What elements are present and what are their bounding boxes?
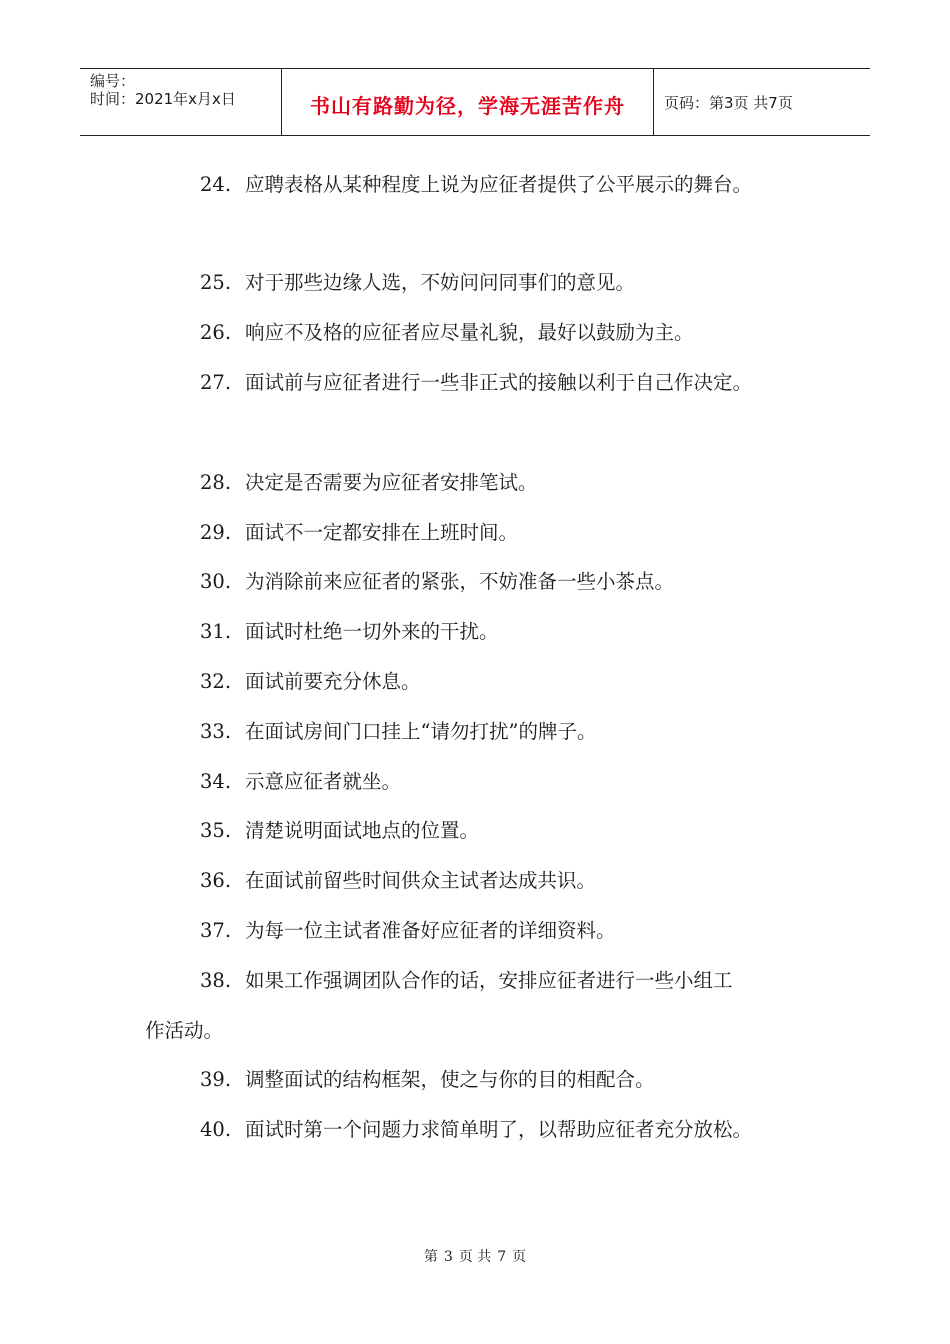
item-text: 面试时第一个问题力求简单明了，以帮助应征者充分放松。 (245, 1118, 753, 1141)
header-motto-cell (282, 69, 654, 135)
item-number: 38. (200, 969, 232, 992)
footer-page-mid: 页 共 (458, 1249, 492, 1265)
list-item (145, 757, 825, 807)
item-number: 40. (200, 1118, 232, 1141)
header-motto: 书山有路勤为径，学海无涯苦作舟 (310, 93, 625, 118)
page-footer (0, 1246, 950, 1266)
header-page-cell (654, 69, 870, 135)
item-number: 33. (200, 720, 232, 743)
header-meta-cell (80, 69, 282, 135)
item-number: 36. (200, 869, 232, 892)
item-text: 调整面试的结构框架，使之与你的目的相配合。 (245, 1068, 655, 1091)
item-number: 30. (200, 570, 232, 593)
list-item (145, 557, 825, 607)
document-number-label: 编号： (90, 72, 136, 90)
list-item (145, 707, 825, 757)
item-text: 对于那些边缘人选，不妨问问同事们的意见。 (245, 271, 636, 294)
list-item (145, 607, 825, 657)
item-number: 31. (200, 620, 232, 643)
list-item (145, 1055, 825, 1105)
item-number: 32. (200, 670, 232, 693)
item-number: 26. (200, 321, 232, 344)
item-text: 清楚说明面试地点的位置。 (245, 819, 480, 842)
item-number: 27. (200, 371, 232, 394)
list-item (145, 657, 825, 707)
footer-page-number: 3 (443, 1249, 453, 1265)
item-number: 24. (200, 173, 232, 196)
item-text: 为消除前来应征者的紧张，不妨准备一些小茶点。 (245, 570, 675, 593)
item-number: 34. (200, 770, 232, 793)
list-item (145, 956, 825, 1006)
footer-page-prefix: 第 (423, 1249, 438, 1265)
item-number: 37. (200, 919, 232, 942)
item-text: 在面试前留些时间供众主试者达成共识。 (245, 869, 597, 892)
item-text: 响应不及格的应征者应尽量礼貌，最好以鼓励为主。 (245, 321, 694, 344)
item-number: 39. (200, 1068, 232, 1091)
item-text: 为每一位主试者准备好应征者的详细资料。 (245, 919, 616, 942)
item-text: 如果工作强调团队合作的话，安排应征者进行一些小组工 (245, 969, 733, 992)
header-page-info: 页码：第3页 共7页 (664, 93, 793, 112)
item-number: 28. (200, 471, 232, 494)
footer-total-pages: 7 (497, 1249, 507, 1265)
list-item-continuation (145, 1006, 825, 1056)
list-item (145, 856, 825, 906)
header-table (80, 68, 870, 136)
list-item (145, 160, 825, 210)
item-text: 面试前与应征者进行一些非正式的接触以利于自己作决定。 (245, 371, 753, 394)
list-item (145, 508, 825, 558)
footer-page-suffix: 页 (512, 1249, 527, 1265)
list-item (145, 1105, 825, 1155)
item-text: 决定是否需要为应征者安排笔试。 (245, 471, 538, 494)
list-item (145, 906, 825, 956)
item-text: 在面试房间门口挂上“请勿打扰”的牌子。 (245, 720, 597, 743)
item-number: 25. (200, 271, 232, 294)
document-time-label: 时间：2021年x月x日 (90, 90, 236, 108)
list-item (145, 358, 825, 408)
item-text: 面试不一定都安排在上班时间。 (245, 521, 519, 544)
item-text: 面试时杜绝一切外来的干扰。 (245, 620, 499, 643)
list-item (145, 308, 825, 358)
item-text-continuation: 作活动。 (145, 1019, 224, 1042)
item-number: 29. (200, 521, 232, 544)
item-text: 示意应征者就坐。 (245, 770, 402, 793)
item-text: 面试前要充分休息。 (245, 670, 421, 693)
list-item (145, 458, 825, 508)
list-item (145, 806, 825, 856)
list-item (145, 258, 825, 308)
item-number: 35. (200, 819, 232, 842)
item-text: 应聘表格从某种程度上说为应征者提供了公平展示的舞台。 (245, 173, 753, 196)
